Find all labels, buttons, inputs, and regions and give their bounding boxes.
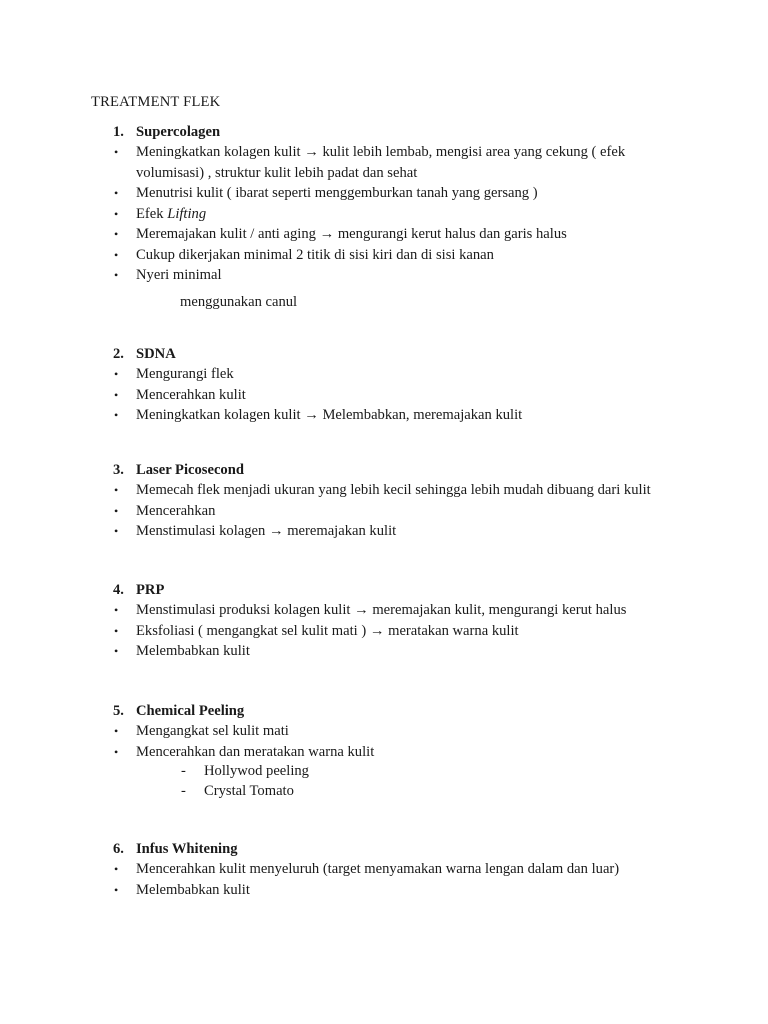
bullet-icon: • (114, 503, 119, 518)
document-title: TREATMENT FLEK (91, 94, 221, 110)
list-item (113, 183, 673, 204)
bullet-icon: • (114, 483, 119, 497)
list-item (113, 385, 673, 406)
section-number: 4. (113, 582, 124, 598)
section-heading (113, 460, 673, 480)
section-number: 6. (113, 841, 124, 857)
section-number: 3. (113, 462, 124, 478)
section-title: Laser Picosecond (136, 462, 244, 478)
list-item (113, 265, 673, 286)
list-item (113, 521, 673, 542)
list-item-text: Menutrisi kulit ( ibarat seperti menggemburkan tanah yang gersang ) (136, 185, 538, 201)
bullet-icon: • (114, 524, 119, 538)
list-item (113, 641, 673, 662)
list-item (113, 859, 673, 880)
list-item (113, 245, 673, 266)
list-item (113, 224, 673, 245)
bullet-icon: • (114, 227, 119, 241)
list-item-text: Memecah flek menjadi ukuran yang lebih kecil sehingga lebih mudah dibuang dari kulit (136, 482, 651, 498)
list-item-text: Mencerahkan kulit (136, 386, 246, 403)
list-item-text: Melembabkan kulit (136, 643, 250, 659)
bullet-icon: • (114, 186, 119, 200)
list-item-text: Menstimulasi kolagen → meremajakan kulit (136, 523, 397, 539)
list-item (113, 204, 673, 225)
section-heading (113, 839, 673, 859)
sub-list (113, 762, 673, 801)
section-infus-whitening (113, 839, 673, 900)
bullet-list (113, 364, 673, 426)
bullet-icon: • (114, 744, 119, 759)
bullet-list (113, 142, 673, 286)
bullet-icon: • (114, 268, 119, 282)
bullet-icon: • (114, 145, 119, 159)
list-item-text: Melembabkan kulit (136, 881, 250, 898)
list-item-text: Meningkatkan kolagen kulit → Melembabkan, meremajakan kulit (136, 407, 523, 423)
sub-list-item-text: Hollywod peeling (204, 763, 309, 779)
list-item (113, 405, 673, 426)
section-prp (113, 580, 673, 662)
list-item (113, 480, 673, 501)
list-item (113, 600, 673, 621)
list-item (113, 880, 673, 901)
bullet-icon: • (114, 206, 119, 221)
section-number: 2. (113, 346, 124, 362)
section-sdna (113, 344, 673, 426)
dash-icon: - (181, 782, 186, 799)
list-item-text: Efek (136, 205, 168, 222)
section-laser-picosecond (113, 460, 673, 542)
dash-icon: - (181, 763, 186, 779)
list-item-text: Mencerahkan dan meratakan warna kulit (136, 743, 375, 760)
bullet-icon: • (114, 644, 119, 658)
section-title: SDNA (136, 346, 176, 362)
bullet-list (113, 721, 673, 762)
sub-list-item (181, 762, 673, 782)
bullet-icon: • (114, 862, 119, 876)
section-chemical-peeling (113, 701, 673, 801)
sub-list-item (181, 782, 673, 802)
section-supercolagen (113, 122, 673, 312)
list-item-text: Mencerahkan (136, 502, 216, 519)
bullet-icon: • (114, 367, 119, 381)
bullet-icon: • (114, 247, 119, 262)
list-item-text: Mencerahkan kulit menyeluruh (target menyamakan warna lengan dalam dan luar) (136, 861, 620, 877)
list-item-text: Nyeri minimal (136, 267, 222, 283)
list-item-text: Mengurangi flek (136, 366, 234, 382)
section-title: Infus Whitening (136, 841, 238, 857)
bullet-list (113, 859, 673, 900)
bullet-icon: • (114, 724, 119, 738)
list-item-text: Meremajakan kulit / anti aging → mengurangi kerut halus dan garis halus (136, 226, 567, 242)
bullet-icon: • (114, 882, 119, 897)
sub-list-item-text: Crystal Tomato (204, 782, 294, 799)
list-item (113, 621, 673, 642)
section-heading (113, 701, 673, 721)
list-item-text: Menstimulasi produksi kolagen kulit → meremajakan kulit, mengurangi kerut halus (136, 602, 627, 618)
list-item (113, 142, 673, 183)
bullet-icon: • (114, 623, 119, 638)
list-item (113, 501, 673, 522)
section-heading (113, 580, 673, 600)
list-item-text: Meningkatkan kolagen kulit → kulit lebih lembab, mengisi area yang cekung ( efek volumisasi) , struktur kulit lebih padat dan sehat (136, 144, 626, 181)
list-item-italic-text: Lifting (167, 205, 207, 222)
note-text: menggunakan canul (180, 293, 298, 310)
section-title: Chemical Peeling (136, 703, 245, 719)
bullet-icon: • (114, 408, 119, 422)
bullet-icon: • (114, 603, 119, 617)
list-item-text: Eksfoliasi ( mengangkat sel kulit mati ) → meratakan warna kulit (136, 622, 519, 639)
section-heading (113, 344, 673, 364)
list-item (113, 721, 673, 742)
section-heading (113, 122, 673, 142)
bullet-list (113, 480, 673, 542)
list-item-text: Cukup dikerjakan minimal 2 titik di sisi kiri dan di sisi kanan (136, 246, 494, 263)
bullet-list (113, 600, 673, 662)
section-number: 5. (113, 703, 124, 719)
list-item-text: Mengangkat sel kulit mati (136, 723, 289, 739)
list-item (113, 364, 673, 385)
section-title: PRP (136, 582, 165, 598)
list-item (113, 742, 673, 763)
section-number: 1. (113, 124, 124, 140)
bullet-icon: • (114, 387, 119, 402)
section-title: Supercolagen (136, 124, 221, 140)
